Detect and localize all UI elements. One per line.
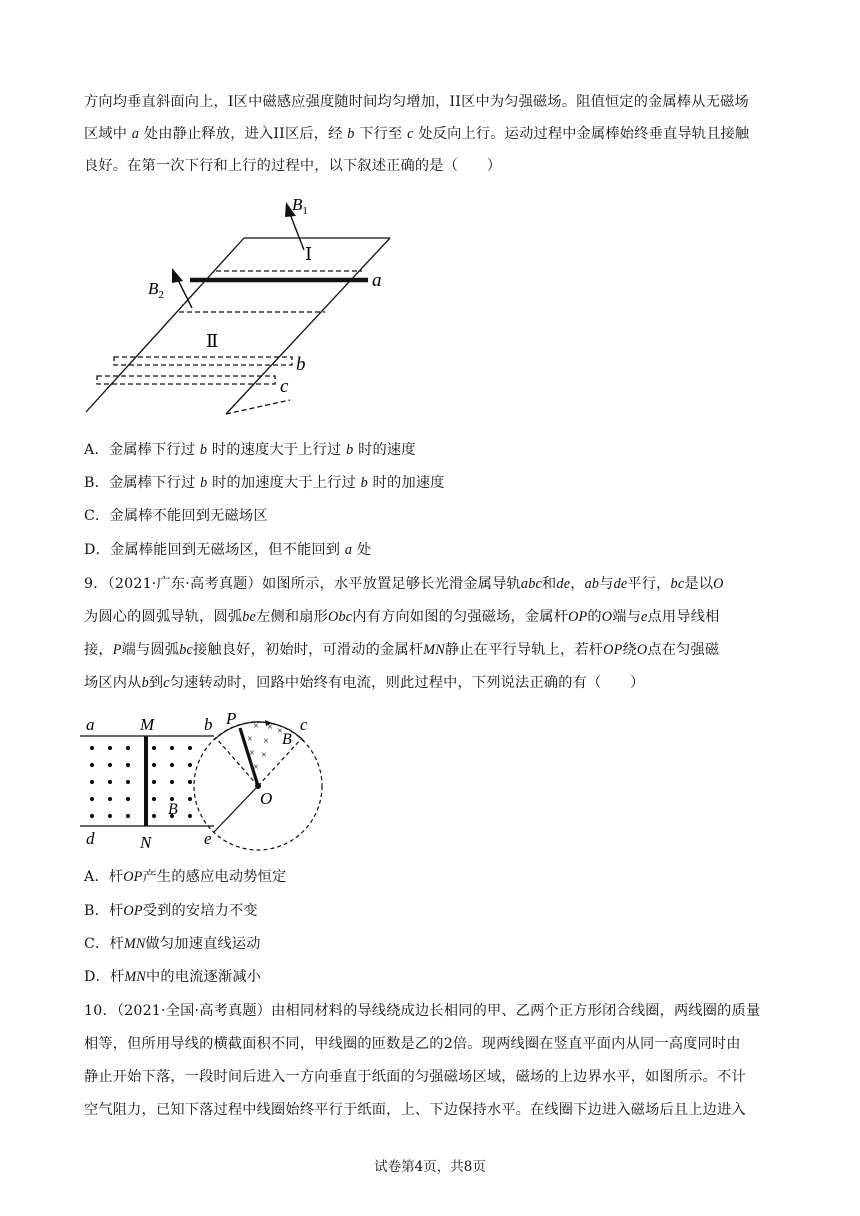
q8-label-region-1: Ⅰ [305, 244, 313, 264]
text-segment: OP [123, 869, 143, 885]
text-segment: 的 [587, 609, 602, 625]
q8-option-c [84, 506, 784, 526]
field-cross: × [263, 736, 269, 747]
text-segment: B．金属棒下行过 [84, 475, 201, 491]
field-dot [188, 814, 192, 818]
q8-label-c: c [280, 376, 289, 397]
q8-stem-line-3 [84, 156, 784, 176]
text-segment: 静止开始下落，一段时间后进入一方向垂直于纸面的匀强磁场区域，磁场的上边界水平，如图所示。不计 [84, 1069, 746, 1085]
text-segment: 绕 [622, 642, 637, 658]
text-segment: 内有方向如图的匀强磁场，金属杆 [352, 609, 569, 625]
field-cross: × [249, 748, 255, 759]
field-dot [108, 814, 112, 818]
text-segment: B．杆 [84, 903, 124, 919]
field-dot [126, 763, 130, 767]
text-segment: 相等，但所用导线的横截面积不同，甲线圈的匝数是乙的2倍。现两线圈在竖直平面内从同一高度同时由 [84, 1036, 741, 1052]
text-segment: c [407, 126, 414, 142]
text-segment: de [613, 576, 628, 592]
field-dot [152, 746, 156, 750]
text-segment: O [713, 576, 724, 592]
text-segment: D．金属棒能回到无磁场区，但不能回到 [84, 542, 345, 558]
text-segment: 和 [542, 576, 557, 592]
field-cross: × [253, 721, 259, 732]
field-dot [90, 763, 94, 767]
field-dot [152, 814, 156, 818]
text-segment: 平行， [627, 576, 671, 592]
field-dot [108, 797, 112, 801]
text-segment: 方向均垂直斜面向上，I区中磁感应强度随时间均匀增加，II区中为匀强磁场。阻值恒定的金属棒从无磁场 [84, 94, 749, 110]
field-dot [152, 780, 156, 784]
text-segment: 时的加速度 [367, 475, 445, 491]
field-dot [170, 763, 174, 767]
page-footer: 试卷第4页，共8页 [374, 1159, 486, 1175]
field-dot [108, 763, 112, 767]
text-segment: OP [603, 642, 623, 658]
q8-label-a: a [372, 270, 382, 291]
text-segment: 接触良好，初始时，可滑动的金属杆 [193, 642, 424, 658]
text-segment: b [200, 475, 208, 491]
field-dot [170, 780, 174, 784]
text-segment: OP [123, 903, 143, 919]
text-segment: 匀速转动时，回路中始终有电流，则此过程中，下列说法正确的有（ ） [169, 675, 645, 691]
text-segment: 处 [352, 542, 372, 558]
field-dot [126, 780, 130, 784]
q10-stem-line-3 [84, 1067, 784, 1087]
q8-label-b: b [296, 354, 306, 375]
q9-label-c: c [300, 715, 308, 734]
q8-label-B1: $B_1$ [292, 195, 308, 217]
text-segment: bc [179, 642, 194, 658]
q9-label-d: d [86, 829, 95, 848]
field-dot [108, 780, 112, 784]
text-segment: b [199, 442, 208, 458]
q9-stem-line-4 [84, 673, 784, 693]
q8-option-a [84, 440, 784, 460]
q9-label-O: O [260, 789, 273, 808]
text-segment: 产生的感应电动势恒定 [142, 869, 287, 885]
text-segment: e [641, 609, 648, 625]
q8-option-d [84, 540, 784, 560]
text-segment: 受到的安培力不变 [142, 903, 258, 919]
text-segment: 下行至 [354, 126, 408, 142]
text-segment: 9．（2021·广东·高考真题）如图所示，水平放置足够长光滑金属导轨 [84, 576, 521, 592]
q9-rails-figure [80, 708, 355, 863]
q8-stem-line-1 [84, 92, 784, 112]
field-dot [188, 780, 192, 784]
text-segment: 端与圆弧 [121, 642, 180, 658]
field-dot [170, 746, 174, 750]
field-dot [90, 797, 94, 801]
text-segment: b [346, 442, 354, 458]
field-dot [126, 814, 130, 818]
text-segment: be [242, 609, 257, 625]
field-dot [188, 763, 192, 767]
field-dot [188, 746, 192, 750]
text-segment: 时的速度大于上行过 [207, 442, 347, 458]
text-segment: C．金属棒不能回到无磁场区 [84, 508, 268, 524]
field-cross: × [247, 734, 253, 745]
text-segment: 区域中 [84, 126, 132, 142]
text-segment: ， [570, 576, 585, 592]
field-dot [152, 797, 156, 801]
q9-label-B-right: B [282, 731, 292, 748]
text-segment: ab [584, 576, 600, 592]
text-segment: 是以 [684, 576, 714, 592]
field-dot [188, 797, 192, 801]
q9-option-c [84, 934, 784, 954]
q9-label-B-left: B [168, 801, 178, 818]
text-segment: 做匀加速直线运动 [145, 936, 261, 952]
text-segment: 为圆心的圆弧导轨，圆弧 [84, 609, 243, 625]
text-segment: abc [520, 576, 543, 592]
q9-label-b: b [204, 715, 213, 734]
field-dot [108, 746, 112, 750]
q9-stem-line-2 [84, 607, 784, 627]
q10-stem-line-1 [84, 1001, 784, 1021]
text-segment: O [601, 609, 613, 625]
text-segment: 与 [599, 576, 614, 592]
text-segment: 点用导线相 [647, 609, 720, 625]
text-segment: MN [124, 969, 147, 985]
text-segment: 接， [84, 642, 113, 658]
text-segment: 场区内从 [84, 675, 142, 691]
field-cross: × [261, 750, 267, 761]
field-cross: × [253, 762, 259, 773]
q9-stem-line-3 [84, 640, 784, 660]
q9-label-e: e [204, 829, 212, 848]
field-cross: × [277, 726, 283, 737]
q8-rails-figure [84, 190, 404, 420]
text-segment: 到 [148, 675, 164, 691]
text-segment: 处反向上行。运动过程中金属棒始终垂直导轨且接触 [413, 126, 750, 142]
q10-stem-line-2 [84, 1034, 784, 1054]
text-segment: b [347, 126, 355, 142]
text-segment: 空气阻力，已知下落过程中线圈始终平行于纸面，上、下边保持水平。在线圈下边进入磁场后且上边进入 [84, 1102, 746, 1118]
text-segment: 良好。在第一次下行和上行的过程中，以下叙述正确的是（ ） [84, 158, 502, 174]
field-cross: × [267, 722, 273, 733]
q8-label-B2: $B_2$ [148, 279, 164, 301]
q8-option-b [84, 473, 784, 493]
text-segment: c [163, 675, 170, 691]
field-dot [152, 763, 156, 767]
text-segment: 左侧和扇形 [256, 609, 329, 625]
field-dot [90, 814, 94, 818]
q8-label-region-2: Ⅱ [206, 331, 219, 351]
text-segment: 处由静止释放，进入II区后，经 [139, 126, 348, 142]
text-segment: OP [568, 609, 588, 625]
text-segment: Obc [328, 609, 353, 625]
text-segment: A．杆 [84, 869, 124, 885]
text-segment: A．金属棒下行过 [84, 442, 200, 458]
text-segment: bc [670, 576, 685, 592]
text-segment: a [344, 542, 353, 558]
text-segment: b [360, 475, 368, 491]
text-segment: de [556, 576, 571, 592]
text-segment: 10．（2021·全国·高考真题）由相同材料的导线绕成边长相同的甲、乙两个正方形闭合线圈，两线圈的质量 [84, 1003, 761, 1019]
text-segment: a [131, 126, 140, 142]
text-segment: P [112, 642, 122, 658]
q9-label-M: M [140, 715, 155, 734]
q9-label-N: N [140, 833, 152, 852]
text-segment: 时的速度 [353, 442, 416, 458]
q8-stem-line-2 [84, 124, 784, 144]
field-dot [126, 797, 130, 801]
field-dot [90, 746, 94, 750]
q9-label-a: a [86, 715, 95, 734]
text-segment: 时的加速度大于上行过 [207, 475, 361, 491]
text-segment: MN [423, 642, 445, 658]
text-segment: 点在匀强磁 [647, 642, 720, 658]
text-segment: 中的电流逐渐减小 [146, 969, 262, 985]
text-segment: MN [123, 936, 146, 952]
field-dot [90, 780, 94, 784]
q9-option-b [84, 901, 784, 921]
q9-option-d [84, 967, 784, 987]
q10-stem-line-4 [84, 1100, 784, 1120]
text-segment: 静止在平行导轨上，若杆 [444, 642, 604, 658]
q9-stem-line-1 [84, 574, 784, 594]
q9-option-a [84, 867, 784, 887]
text-segment: O [636, 642, 648, 658]
text-segment: C．杆 [84, 936, 124, 952]
text-segment: 端与 [612, 609, 642, 625]
text-segment: b [141, 675, 149, 691]
field-dot [126, 746, 130, 750]
q9-label-P: P [226, 709, 237, 728]
text-segment: D．杆 [84, 969, 125, 985]
